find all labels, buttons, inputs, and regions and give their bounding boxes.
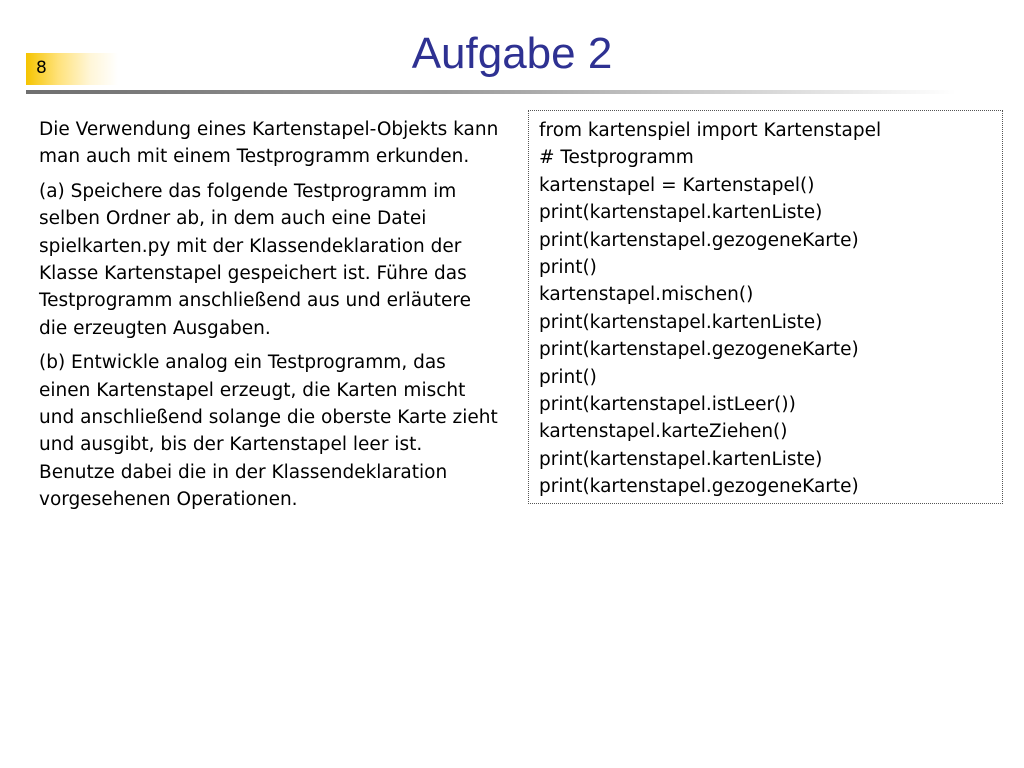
slide-title: Aufgabe 2 xyxy=(411,29,613,78)
code-line: print(kartenstapel.gezogeneKarte) xyxy=(539,476,859,498)
code-listing xyxy=(528,110,1003,504)
code-line: print() xyxy=(539,257,597,279)
code-line: print(kartenstapel.gezogeneKarte) xyxy=(539,339,859,361)
task-description xyxy=(39,116,499,521)
task-a-paragraph: (a) Speichere das folgende Testprogramm im selben Ordner ab, in dem auch eine Datei spielkarten.py mit der Klassendeklaration der Klasse Kartenstapel gespeichert ist. Führe das Testprogramm anschließend aus und erläutere die erzeugten Ausgaben. xyxy=(39,180,472,339)
code-line: print(kartenstapel.kartenListe) xyxy=(539,202,823,224)
code-line: kartenstapel.mischen() xyxy=(539,284,754,306)
code-line: from kartenspiel import Kartenstapel xyxy=(539,120,882,141)
code-line: print(kartenstapel.gezogeneKarte) xyxy=(539,229,859,251)
intro-paragraph: Die Verwendung eines Kartenstapel-Objekts kann man auch mit einem Testprogramm erkunden. xyxy=(39,119,499,168)
code-line: # Testprogramm xyxy=(539,147,694,169)
code-line: print() xyxy=(539,366,597,388)
code-line: kartenstapel = Kartenstapel() xyxy=(539,174,815,196)
slide-number: 8 xyxy=(36,58,47,78)
task-b-paragraph: (b) Entwickle analog ein Testprogramm, das einen Kartenstapel erzeugt, die Karten mischt und anschließend solange die oberste Karte zieht und ausgibt, bis der Kartenstapel leer ist. Benutze dabei die in der Klassendeklaration vorgesehenen Operationen. xyxy=(39,352,498,511)
code-line: kartenstapel.karteZiehen() xyxy=(539,421,788,443)
code-line: print(kartenstapel.kartenListe) xyxy=(539,311,823,333)
code-line: print(kartenstapel.kartenListe) xyxy=(539,448,823,470)
title-divider xyxy=(26,90,956,94)
code-line: print(kartenstapel.istLeer()) xyxy=(539,394,796,416)
